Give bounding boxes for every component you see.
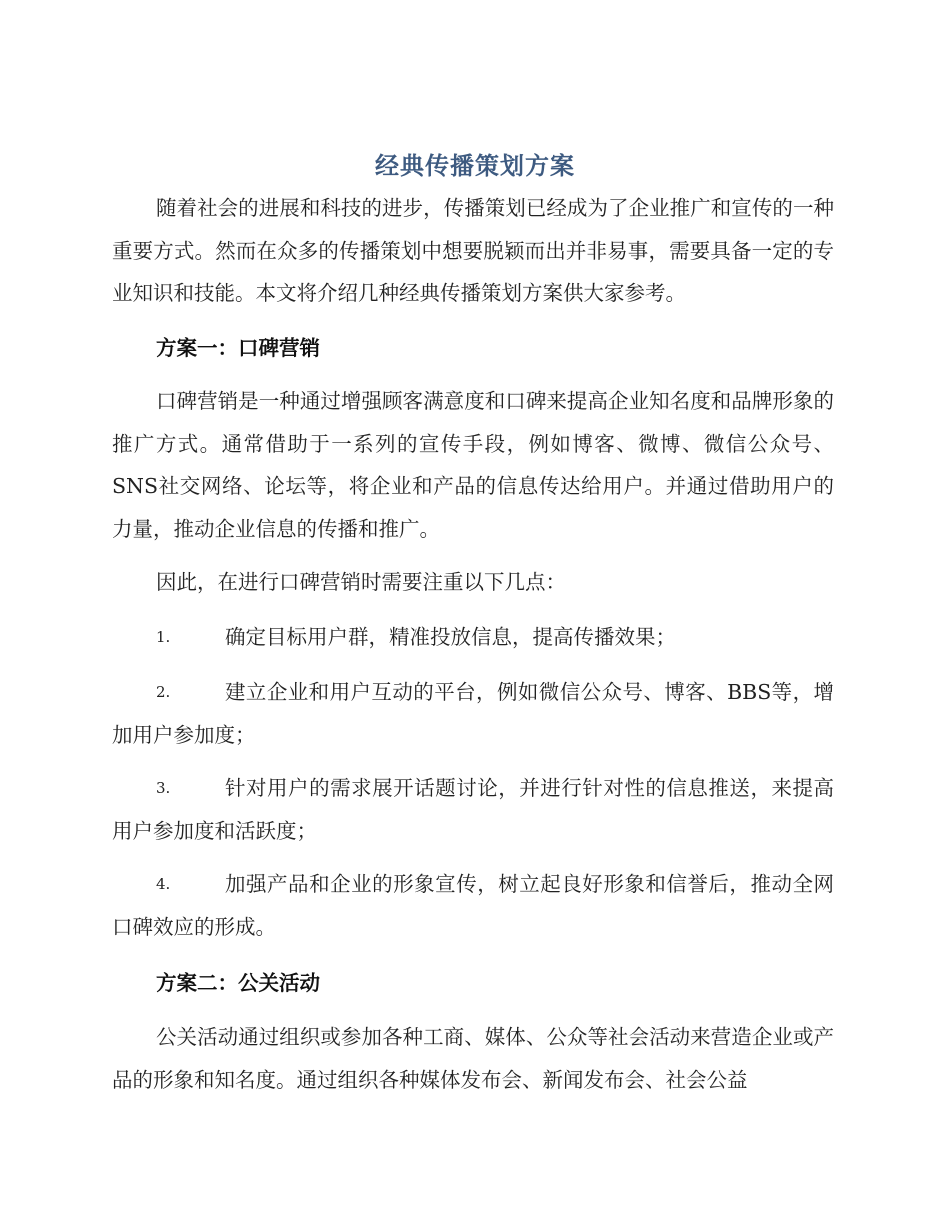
document-title: 经典传播策划方案 bbox=[375, 152, 575, 180]
section-heading-1: 方案一：口碑营销 bbox=[156, 336, 320, 360]
section-1-lead: 因此，在进行口碑营销时需要注重以下几点： bbox=[156, 570, 566, 594]
intro-paragraph: 随着社会的进展和科技的进步，传播策划已经成为了企业推广和宣传的一种重要方式。然而在众多的传播策划中想要脱颖而出并非易事，需要具备一定的专业知识和技能。本文将介绍几种经典传播策划方案供大家参考。 bbox=[112, 196, 834, 305]
section-1-paragraph: 口碑营销是一种通过增强顾客满意度和口碑来提高企业知名度和品牌形象的推广方式。通常借助于一系列的宣传手段，例如博客、微博、微信公众号、SNS社交网络、论坛等，将企业和产品的信息传达给用户。并通过借助用户的力量，推动企业信息的传播和推广。 bbox=[112, 389, 834, 541]
list-item-text: 针对用户的需求展开话题讨论，并进行针对性的信息推送，来提高用户参加度和活跃度； bbox=[112, 776, 834, 843]
list-item bbox=[112, 616, 834, 659]
list-item-text: 建立企业和用户互动的平台，例如微信公众号、博客、BBS等，增加用户参加度； bbox=[112, 680, 834, 747]
list-item bbox=[112, 863, 834, 948]
list-item-text: 加强产品和企业的形象宣传，树立起良好形象和信誉后，推动全网口碑效应的形成。 bbox=[112, 872, 834, 939]
list-item-number: 2. bbox=[156, 683, 171, 701]
list-item-number: 4. bbox=[156, 875, 171, 893]
list-item-number: 1. bbox=[156, 628, 171, 646]
list-item bbox=[112, 671, 834, 756]
section-heading-2: 方案二：公关活动 bbox=[156, 971, 320, 995]
section-2-paragraph: 公关活动通过组织或参加各种工商、媒体、公众等社会活动来营造企业或产品的形象和知名度。通过组织各种媒体发布会、新闻发布会、社会公益 bbox=[112, 1025, 834, 1092]
list-item-text: 确定目标用户群，精准投放信息，提高传播效果； bbox=[225, 625, 676, 649]
list-item bbox=[112, 767, 834, 852]
list-item-number: 3. bbox=[156, 779, 171, 797]
